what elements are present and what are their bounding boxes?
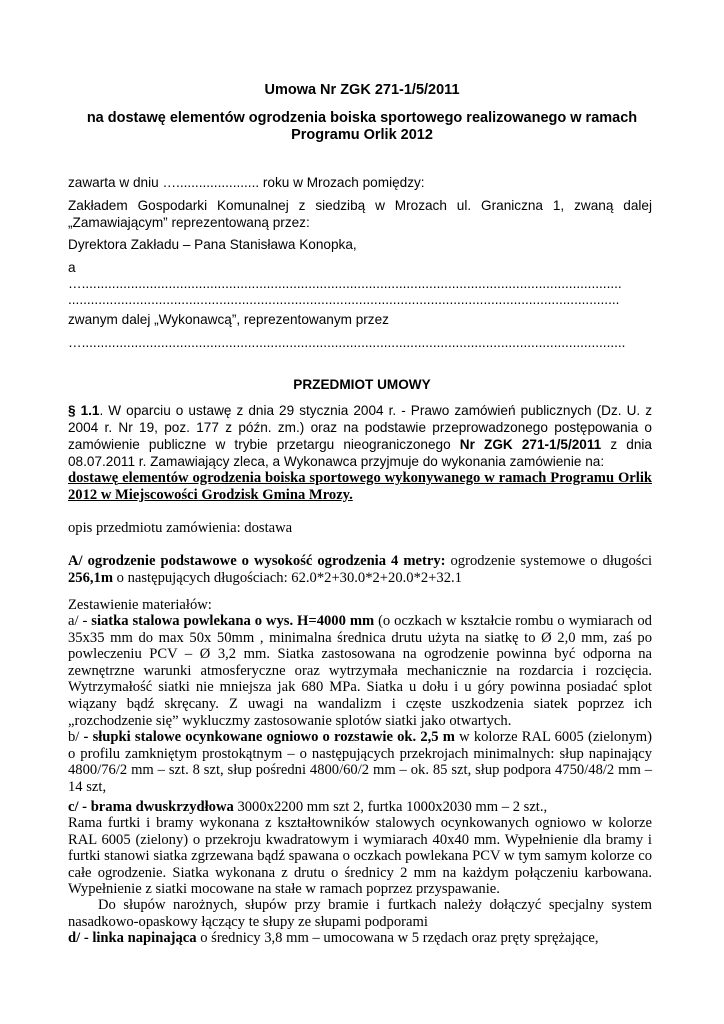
item-d-paragraph: [68, 930, 652, 947]
fence-basic-label: A/ ogrodzenie podstawowe o wysokość ogrodzenia 4 metry:: [68, 553, 446, 569]
fence-basic-paragraph: [68, 553, 652, 586]
item-b-paragraph: [68, 729, 652, 795]
section-heading: PRZEDMIOT UMOWY: [293, 377, 431, 392]
fence-basic-text-2: o następujących długościach: 62.0*2+30.0*2+20.0*2+32.1: [113, 569, 462, 586]
order-description: opis przedmiotu zamówienia: dostawa: [68, 520, 293, 536]
item-a-text: (o oczkach w kształcie rombu o wymiarach od 35x35 mm do max 50x 50mm , minimalna średnica drutu użyta na siatkę to Ø 2,0 mm, zaś po powleczeniu PCV – Ø 3,2 mm. Siatka zastosowana na ogrodzenie powinna być odporna na zewnętrzne warunki atmosferyczne oraz wytrzymała mechanicznie na rozdarcia i rozcięcia. Wytrzymałość siatki nie mniejsza jak 680 MPa. Siatka u dołu i u góry powinna posiadać splot wiązany bądź skręcany. Z uwagi na wandalizm i częste uszkodzenia siatek poprzez ich „rozchodzenie się” wykluczmy zastosowanie splotów siatki jako otwartych.: [68, 613, 652, 729]
concluded-line: zawarta w dniu …...................... roku w Mrozach pomiędzy:: [68, 175, 425, 190]
item-b-prefix: b/: [68, 729, 84, 745]
item-a-paragraph: [68, 613, 652, 729]
item-d-text: o średnicy 3,8 mm – umocowana w 5 rzędach oraz pręty sprężające,: [196, 930, 599, 946]
item-a-label: siatka stalowa powlekana o wys. H=4000 mm: [91, 613, 375, 629]
contractor-dots-1: …...............................................................................................................................................: [68, 276, 622, 291]
representative-dots: …................................................................................................................................................: [68, 335, 626, 350]
item-a-prefix: a/ -: [68, 613, 92, 629]
item-c-text: 3000x2200 mm szt 2, furtka 1000x2030 mm – 2 szt.,: [233, 799, 548, 815]
item-c-label: c/ - brama dwuskrzydłowa: [68, 799, 234, 815]
fence-basic-text-1: ogrodzenie systemowe o długości: [445, 553, 652, 569]
employer-paragraph: Zakładem Gospodarki Komunalnej z siedzibą w Mrozach ul. Graniczna 1, zwaną dalej „Zamawiającym” reprezentowaną przez:: [68, 198, 652, 230]
item-d-label: d/ - linka napinająca: [68, 930, 197, 946]
fence-length: 256,1m: [68, 569, 113, 586]
section-1-1-paragraph: [68, 402, 652, 470]
item-c-paragraph: [68, 799, 652, 816]
item-b-text: w kolorze RAL 6005 (zielonym) o profilu zamkniętym prostokątnym – o następujących przekrojach minimalnych: słup napinający 4800/76/2 mm – szt. 8 szt, słup pośredni 4800/60/2 mm – ok. 85 szt, słup podpora 4750/48/2 mm – 14 szt,: [68, 729, 652, 795]
gate-paragraph: Rama furtki i bramy wykonana z kształtowników stalowych ocynkowanych ogniowo w kolorze RAL 6005 (zielony) o przekroju kwadratowym i wymiarach 40x40 mm. Wypełnienie dla bramy i furtki stanowi siatka zgrzewana bądź spawana o oczkach powlekana PCV w tym samym kolorze co całe ogrodzenie. Siatka wykonana z drutu o średnicy 2 mm na każdym połączeniu karbowana. Wypełnienie z siatki mocowane na stałe w ramach poprzez przyspawanie.: [68, 815, 652, 898]
tender-number: Nr ZGK 271-1/5/2011: [459, 437, 602, 452]
contract-subtitle: na dostawę elementów ogrodzenia boiska sportowego realizowanego w ramach Programu Orlik 2012: [86, 110, 638, 143]
posts-paragraph: Do słupów narożnych, słupów przy bramie i furtkach należy dołączyć specjalny system nasadkowo-opaskowy łączący te słupy ze słupami podporami: [68, 897, 652, 930]
section-text-2: z dnia 08.07.2011 r. Zamawiający zleca, a Wykonawca przyjmuje do wykonania zamówienie na:: [68, 437, 652, 469]
contractor-line: zwanym dalej „Wykonawcą”, reprezentowanym przez: [68, 312, 389, 327]
contract-title: Umowa Nr ZGK 271-1/5/2011: [264, 82, 460, 98]
contractor-dots-2: ..................................................................................................................................................: [68, 292, 620, 307]
delivery-subject: dostawę elementów ogrodzenia boiska sportowego wykonywanego w ramach Programu Orlik 2012 w Miejscowości Grodzisk Gmina Mrozy.: [68, 470, 652, 503]
section-text-1: . W oparciu o ustawę z dnia 29 stycznia 2004 r. - Prawo zamówień publicznych (Dz. U. z 2004 r. Nr 19, poz. 177 z późn. zm.) oraz na podstawie przeprowadzonego postępowania o zamówienie publiczne w trybie przetargu nieograniczonego: [68, 403, 653, 452]
item-b-label: - słupki stalowe ocynkowane ogniowo o rozstawie ok. 2,5 m: [83, 729, 455, 745]
materials-heading: Zestawienie materiałów:: [68, 597, 212, 613]
section-number: § 1.1: [68, 403, 100, 418]
and-line: a: [68, 260, 76, 275]
director-line: Dyrektora Zakładu – Pana Stanisława Konopka,: [68, 237, 357, 252]
